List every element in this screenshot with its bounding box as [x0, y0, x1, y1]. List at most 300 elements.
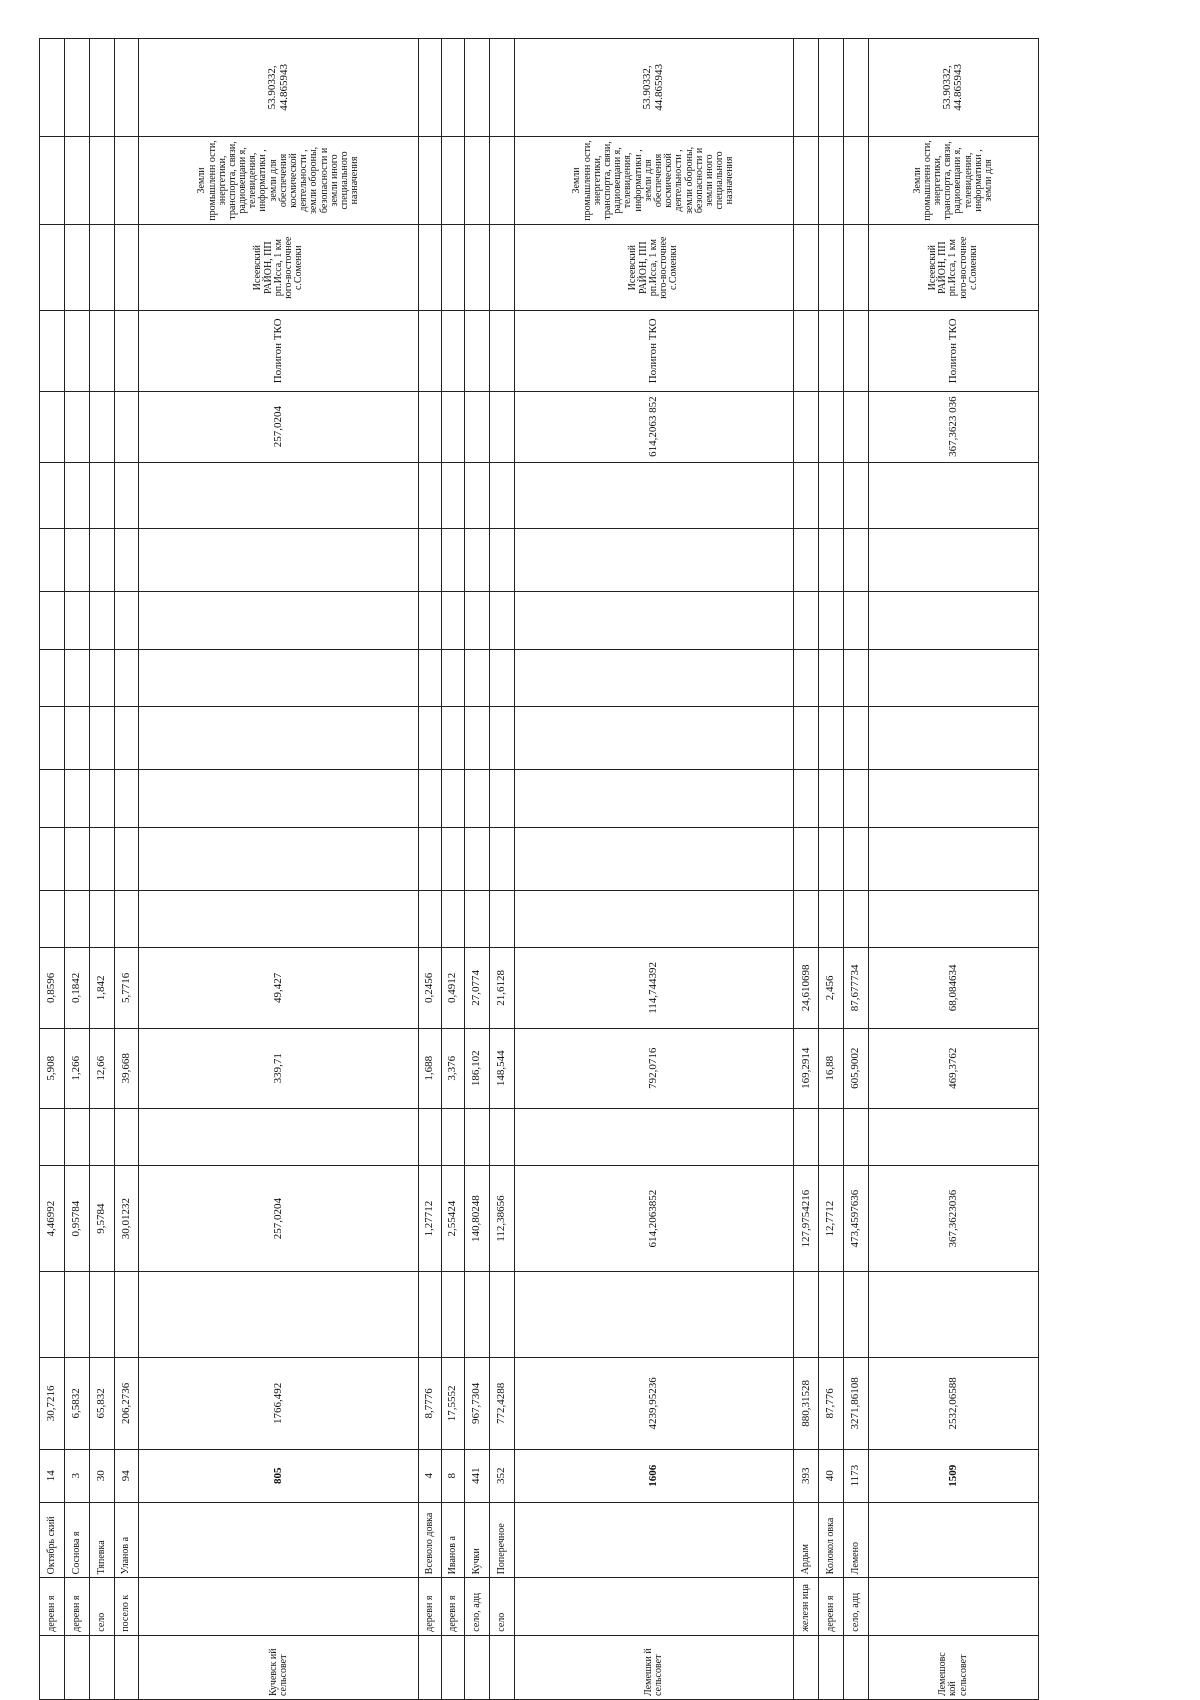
- cell-v1: 17,5552: [442, 1357, 465, 1449]
- cell-v1: 65,832: [89, 1357, 114, 1449]
- cell-v5: 605,9002: [844, 1028, 869, 1108]
- cell-object: [89, 311, 114, 391]
- cell-empty: [442, 649, 465, 706]
- cell-object: [464, 311, 489, 391]
- cell-v6: 21,6128: [489, 948, 514, 1028]
- cell-empty: [114, 707, 139, 770]
- cell-v3: 0,95784: [64, 1166, 89, 1272]
- cell-object: Полигон ТКО: [868, 311, 1038, 391]
- cell-object: [794, 311, 819, 391]
- rotated-table-wrapper: [39, 38, 1039, 1700]
- cell-address: [464, 225, 489, 311]
- cell-empty: [819, 890, 844, 947]
- cell-v5: 3,376: [442, 1028, 465, 1108]
- cell-name: Соснова я: [64, 1502, 89, 1578]
- cell-category: [419, 136, 442, 224]
- cell-object: Полигон ТКО: [139, 311, 419, 391]
- cell-empty: [139, 707, 419, 770]
- cell-v1: 4239,95236: [514, 1357, 794, 1449]
- cell-area: [464, 391, 489, 462]
- cell-empty: [64, 890, 89, 947]
- cell-v3: 1,27712: [419, 1166, 442, 1272]
- cell-type: село, адц: [844, 1578, 869, 1635]
- cell-v6: 0,4912: [442, 948, 465, 1028]
- cell-empty: [514, 592, 794, 649]
- cell-area: 367,3623 036: [868, 391, 1038, 462]
- cell-v6: 2,456: [819, 948, 844, 1028]
- cell-v3: 614,2063852: [514, 1166, 794, 1272]
- cell-pop: 94: [114, 1449, 139, 1502]
- cell-v6: 27,0774: [464, 948, 489, 1028]
- cell-empty: [419, 592, 442, 649]
- cell-v2: [794, 1271, 819, 1357]
- cell-v3: 127,9754216: [794, 1166, 819, 1272]
- cell-empty: [64, 707, 89, 770]
- cell-empty: [844, 770, 869, 827]
- cell-sovet: [489, 1635, 514, 1699]
- cell-address: [40, 225, 65, 311]
- cell-area: [844, 391, 869, 462]
- cell-v3: 473,4597636: [844, 1166, 869, 1272]
- cell-empty: [794, 462, 819, 529]
- cell-sovet: [794, 1635, 819, 1699]
- table-row: [514, 39, 794, 1700]
- cell-object: [489, 311, 514, 391]
- cell-empty: [419, 707, 442, 770]
- cell-v1: 1766,492: [139, 1357, 419, 1449]
- cell-object: [442, 311, 465, 391]
- cell-address: Исеевский РАЙОН, ПП рп.Исса, 1 км юго-восточнее с.Соменки: [868, 225, 1038, 311]
- cell-empty: [844, 649, 869, 706]
- cell-coords: [40, 39, 65, 137]
- cell-pop: 40: [819, 1449, 844, 1502]
- cell-empty: [40, 827, 65, 890]
- cell-v3: 2,55424: [442, 1166, 465, 1272]
- cell-area: [442, 391, 465, 462]
- cell-empty: [89, 827, 114, 890]
- cell-category: [464, 136, 489, 224]
- cell-v1: 2532,06588: [868, 1357, 1038, 1449]
- cell-empty: [819, 770, 844, 827]
- cell-name: Октябрь ский: [40, 1502, 65, 1578]
- cell-empty: [40, 592, 65, 649]
- cell-type: деревн я: [64, 1578, 89, 1635]
- cell-coords: [844, 39, 869, 137]
- cell-v2: [489, 1271, 514, 1357]
- cell-pop: 393: [794, 1449, 819, 1502]
- cell-empty: [114, 592, 139, 649]
- cell-empty: [794, 649, 819, 706]
- cell-empty: [139, 649, 419, 706]
- cell-area: [489, 391, 514, 462]
- cell-address: [419, 225, 442, 311]
- cell-empty: [868, 707, 1038, 770]
- cell-type: [139, 1578, 419, 1635]
- cell-name: [139, 1502, 419, 1578]
- cell-empty: [489, 529, 514, 592]
- cell-coords: [89, 39, 114, 137]
- cell-empty: [89, 770, 114, 827]
- cell-v4: [139, 1108, 419, 1165]
- cell-sovet: [64, 1635, 89, 1699]
- cell-v4: [64, 1108, 89, 1165]
- cell-category: [89, 136, 114, 224]
- cell-area: [89, 391, 114, 462]
- cell-v3: 4,46992: [40, 1166, 65, 1272]
- cell-v2: [64, 1271, 89, 1357]
- cell-empty: [442, 529, 465, 592]
- cell-name: Кучки: [464, 1502, 489, 1578]
- cell-category: [489, 136, 514, 224]
- cell-empty: [844, 890, 869, 947]
- cell-empty: [89, 707, 114, 770]
- cell-area: 614,2063 852: [514, 391, 794, 462]
- cell-empty: [139, 592, 419, 649]
- cell-pop: 441: [464, 1449, 489, 1502]
- cell-v5: 469,3762: [868, 1028, 1038, 1108]
- cell-v5: 1,266: [64, 1028, 89, 1108]
- cell-empty: [139, 770, 419, 827]
- cell-pop: 352: [489, 1449, 514, 1502]
- cell-empty: [868, 890, 1038, 947]
- cell-v3: 367,3623036: [868, 1166, 1038, 1272]
- cell-empty: [794, 707, 819, 770]
- cell-v6: 5,7716: [114, 948, 139, 1028]
- cell-empty: [64, 592, 89, 649]
- cell-empty: [868, 592, 1038, 649]
- table-row: [419, 39, 442, 1700]
- cell-sovet: [819, 1635, 844, 1699]
- cell-v4: [489, 1108, 514, 1165]
- cell-area: [819, 391, 844, 462]
- cell-coords: [464, 39, 489, 137]
- cell-empty: [442, 890, 465, 947]
- cell-name: Иванов а: [442, 1502, 465, 1578]
- cell-pop: 3: [64, 1449, 89, 1502]
- cell-category: [40, 136, 65, 224]
- cell-empty: [419, 649, 442, 706]
- cell-v4: [419, 1108, 442, 1165]
- cell-v5: 792,0716: [514, 1028, 794, 1108]
- cell-empty: [40, 649, 65, 706]
- cell-v1: 30,7216: [40, 1357, 65, 1449]
- cell-coords: [442, 39, 465, 137]
- cell-empty: [794, 827, 819, 890]
- cell-sovet: [464, 1635, 489, 1699]
- cell-name: Поперечное: [489, 1502, 514, 1578]
- cell-empty: [514, 827, 794, 890]
- cell-v3: 140,80248: [464, 1166, 489, 1272]
- cell-empty: [419, 890, 442, 947]
- cell-address: [794, 225, 819, 311]
- table-row: [868, 39, 1038, 1700]
- cell-empty: [819, 462, 844, 529]
- cell-area: [419, 391, 442, 462]
- cell-empty: [489, 890, 514, 947]
- cell-empty: [489, 592, 514, 649]
- cell-empty: [794, 529, 819, 592]
- cell-empty: [139, 529, 419, 592]
- cell-v5: 169,2914: [794, 1028, 819, 1108]
- cell-empty: [514, 462, 794, 529]
- cell-empty: [514, 707, 794, 770]
- cell-v5: 16,88: [819, 1028, 844, 1108]
- cell-empty: [419, 770, 442, 827]
- cell-type: село: [89, 1578, 114, 1635]
- table-row: [139, 39, 419, 1700]
- cell-empty: [844, 827, 869, 890]
- cell-name: Тяпевка: [89, 1502, 114, 1578]
- cell-object: [40, 311, 65, 391]
- cell-empty: [442, 770, 465, 827]
- cell-v6: 87,677734: [844, 948, 869, 1028]
- cell-v6: 49,427: [139, 948, 419, 1028]
- cell-empty: [844, 592, 869, 649]
- cell-empty: [868, 827, 1038, 890]
- cell-category: [114, 136, 139, 224]
- cell-category: [442, 136, 465, 224]
- cell-v2: [114, 1271, 139, 1357]
- cell-address: [844, 225, 869, 311]
- cell-category: [819, 136, 844, 224]
- cell-name: Лемено: [844, 1502, 869, 1578]
- cell-v1: 967,7304: [464, 1357, 489, 1449]
- cell-v6: 24,610698: [794, 948, 819, 1028]
- cell-v5: 5,908: [40, 1028, 65, 1108]
- table-row: [464, 39, 489, 1700]
- cell-type: деревн я: [819, 1578, 844, 1635]
- cell-type: [514, 1578, 794, 1635]
- cell-v6: 0,2456: [419, 948, 442, 1028]
- cell-v5: 1,688: [419, 1028, 442, 1108]
- cell-empty: [40, 529, 65, 592]
- cell-object: [844, 311, 869, 391]
- cell-area: [40, 391, 65, 462]
- cell-category: [844, 136, 869, 224]
- cell-empty: [489, 707, 514, 770]
- cell-empty: [464, 462, 489, 529]
- cell-v4: [514, 1108, 794, 1165]
- cell-empty: [114, 827, 139, 890]
- cell-empty: [819, 707, 844, 770]
- table-row: [40, 39, 65, 1700]
- cell-v2: [89, 1271, 114, 1357]
- cell-sovet: [89, 1635, 114, 1699]
- cell-coords: [64, 39, 89, 137]
- cell-v4: [794, 1108, 819, 1165]
- cell-empty: [114, 462, 139, 529]
- cell-empty: [489, 770, 514, 827]
- cell-sovet: [844, 1635, 869, 1699]
- cell-v1: 87,776: [819, 1357, 844, 1449]
- cell-empty: [514, 770, 794, 827]
- cell-v1: 3271,86108: [844, 1357, 869, 1449]
- cell-empty: [139, 462, 419, 529]
- cell-v6: 1,842: [89, 948, 114, 1028]
- cell-pop: 8: [442, 1449, 465, 1502]
- cell-empty: [419, 462, 442, 529]
- cell-category: Земли промышленн ости, энергетики, транспорта, связи, радиовещани я, телевидения, информатики , земли для обеспечения космической деятельности , земли обороны, безопасности и земли иного специального назначения: [139, 136, 419, 224]
- cell-sovet: Лемешовс кой сельсовет: [868, 1635, 1038, 1699]
- cell-empty: [89, 649, 114, 706]
- cell-object: [64, 311, 89, 391]
- cell-coords: [489, 39, 514, 137]
- cell-v1: 8,7776: [419, 1357, 442, 1449]
- cell-empty: [464, 649, 489, 706]
- cell-empty: [489, 462, 514, 529]
- cell-sovet: [114, 1635, 139, 1699]
- cell-empty: [89, 462, 114, 529]
- cell-v2: [419, 1271, 442, 1357]
- cell-empty: [442, 462, 465, 529]
- cell-pop: 30: [89, 1449, 114, 1502]
- cell-name: Ардым: [794, 1502, 819, 1578]
- cell-v3: 112,38656: [489, 1166, 514, 1272]
- cell-v5: 12,66: [89, 1028, 114, 1108]
- cell-v2: [442, 1271, 465, 1357]
- cell-empty: [64, 462, 89, 529]
- cell-v4: [89, 1108, 114, 1165]
- cell-category: Земли промышленн ости, энергетики, транспорта, связи, радиовещани я, телевидения, информатики , земли для обеспечения космической деятельности , земли обороны, безопасности и земли иного специального назначения: [514, 136, 794, 224]
- cell-pop: 1173: [844, 1449, 869, 1502]
- table-row: [64, 39, 89, 1700]
- cell-empty: [819, 529, 844, 592]
- cell-empty: [794, 592, 819, 649]
- cell-name: [514, 1502, 794, 1578]
- cell-v2: [139, 1271, 419, 1357]
- cell-type: посело к: [114, 1578, 139, 1635]
- cell-v2: [514, 1271, 794, 1357]
- cell-empty: [464, 770, 489, 827]
- cell-empty: [139, 890, 419, 947]
- cell-empty: [489, 827, 514, 890]
- cell-object: [419, 311, 442, 391]
- data-table: [39, 38, 1039, 1700]
- cell-empty: [794, 770, 819, 827]
- cell-empty: [64, 770, 89, 827]
- cell-coords: [819, 39, 844, 137]
- cell-address: [819, 225, 844, 311]
- cell-name: [868, 1502, 1038, 1578]
- cell-category: [64, 136, 89, 224]
- cell-v4: [819, 1108, 844, 1165]
- cell-type: железн ица: [794, 1578, 819, 1635]
- cell-address: [442, 225, 465, 311]
- cell-v6: 114,744392: [514, 948, 794, 1028]
- cell-object: Полигон ТКО: [514, 311, 794, 391]
- cell-sovet: [419, 1635, 442, 1699]
- cell-v3: 30,01232: [114, 1166, 139, 1272]
- cell-v4: [40, 1108, 65, 1165]
- cell-empty: [64, 649, 89, 706]
- cell-pop: 1606: [514, 1449, 794, 1502]
- cell-name: Уланов а: [114, 1502, 139, 1578]
- cell-v1: 772,4288: [489, 1357, 514, 1449]
- cell-empty: [64, 529, 89, 592]
- cell-object: [114, 311, 139, 391]
- cell-empty: [844, 529, 869, 592]
- cell-empty: [464, 707, 489, 770]
- cell-v5: 339,71: [139, 1028, 419, 1108]
- cell-empty: [114, 529, 139, 592]
- cell-sovet: [442, 1635, 465, 1699]
- cell-empty: [89, 529, 114, 592]
- cell-v2: [868, 1271, 1038, 1357]
- cell-coords: [419, 39, 442, 137]
- table-row: [89, 39, 114, 1700]
- cell-empty: [819, 649, 844, 706]
- cell-v3: 257,0204: [139, 1166, 419, 1272]
- table-row: [489, 39, 514, 1700]
- cell-area: [794, 391, 819, 462]
- cell-type: деревн я: [419, 1578, 442, 1635]
- cell-address: [114, 225, 139, 311]
- cell-v4: [464, 1108, 489, 1165]
- cell-sovet: [40, 1635, 65, 1699]
- cell-area: 257,0204: [139, 391, 419, 462]
- cell-v1: 6,5832: [64, 1357, 89, 1449]
- cell-empty: [844, 462, 869, 529]
- cell-empty: [89, 592, 114, 649]
- cell-type: [868, 1578, 1038, 1635]
- cell-empty: [114, 770, 139, 827]
- cell-empty: [868, 770, 1038, 827]
- cell-address: [489, 225, 514, 311]
- cell-v6: 68,084634: [868, 948, 1038, 1028]
- cell-empty: [442, 592, 465, 649]
- cell-pop: 1509: [868, 1449, 1038, 1502]
- cell-name: Всеволо довка: [419, 1502, 442, 1578]
- table-row: [442, 39, 465, 1700]
- cell-empty: [89, 890, 114, 947]
- cell-name: Колокол овка: [819, 1502, 844, 1578]
- cell-v6: 0,8596: [40, 948, 65, 1028]
- cell-category: [794, 136, 819, 224]
- cell-empty: [442, 707, 465, 770]
- cell-empty: [139, 827, 419, 890]
- cell-empty: [514, 649, 794, 706]
- cell-address: Исеевский РАЙОН, ПП рп.Исса, 1 км юго-восточнее с.Соменки: [139, 225, 419, 311]
- table-row: [844, 39, 869, 1700]
- cell-coords: 53.90332, 44.865943: [868, 39, 1038, 137]
- cell-empty: [819, 827, 844, 890]
- cell-area: [64, 391, 89, 462]
- cell-type: деревн я: [442, 1578, 465, 1635]
- cell-empty: [868, 529, 1038, 592]
- cell-v2: [819, 1271, 844, 1357]
- cell-empty: [40, 890, 65, 947]
- cell-sovet: Кучевск ий сельсовет: [139, 1635, 419, 1699]
- cell-v5: 148,544: [489, 1028, 514, 1108]
- cell-empty: [868, 462, 1038, 529]
- cell-v4: [844, 1108, 869, 1165]
- cell-sovet: Лемешки й сельсовет: [514, 1635, 794, 1699]
- table-row: [794, 39, 819, 1700]
- cell-v3: 9,5784: [89, 1166, 114, 1272]
- cell-coords: [794, 39, 819, 137]
- cell-v6: 0,1842: [64, 948, 89, 1028]
- cell-area: [114, 391, 139, 462]
- cell-pop: 805: [139, 1449, 419, 1502]
- cell-empty: [868, 649, 1038, 706]
- cell-type: деревн я: [40, 1578, 65, 1635]
- cell-pop: 4: [419, 1449, 442, 1502]
- cell-v4: [114, 1108, 139, 1165]
- cell-v4: [442, 1108, 465, 1165]
- cell-address: [64, 225, 89, 311]
- cell-empty: [514, 529, 794, 592]
- cell-pop: 14: [40, 1449, 65, 1502]
